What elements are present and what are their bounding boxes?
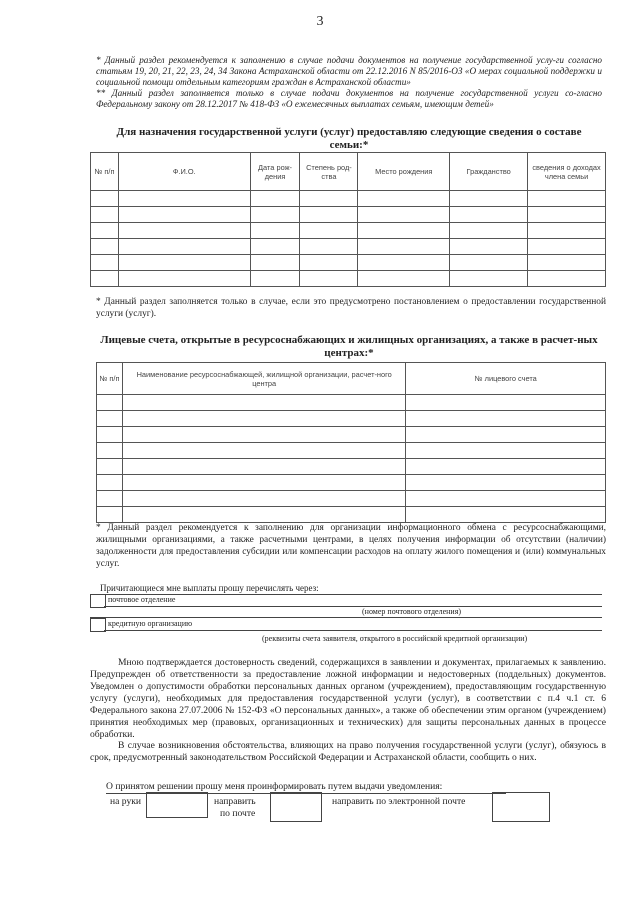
table-row <box>97 411 606 427</box>
table-row <box>91 191 606 207</box>
option-bank: кредитную организацию <box>108 619 193 628</box>
accounts-heading: Лицевые счета, открытые в ресурсоснабжающих и жилищных организациях, а также в расчет-ных центрах:* <box>100 334 598 359</box>
by-hand-box[interactable] <box>146 792 208 818</box>
table-row <box>91 271 606 287</box>
payment-intro: Причитающиеся мне выплаты прошу перечислять через: <box>100 583 319 593</box>
option-post-office: почтовое отделение <box>108 595 176 604</box>
top-note-2: ** Данный раздел заполняется только в случае подачи документов на получение государственной услуги со-гласно Федеральному закону от 28.12.2017 № 418-ФЗ «О ежемесячных выплатах семьям, имеющим детей» <box>96 88 602 109</box>
col-birthplace: Место рождения <box>358 153 450 191</box>
col-organization: Наименование ресурсоснабжающей, жилищной организации, расчет-ного центра <box>122 363 405 395</box>
page-number: 3 <box>316 14 324 29</box>
obligation-text: В случае возникновения обстоятельства, влияющих на право получения государственной услуги (услуг), обязуюсь в срок, предусмотренный законодательством Российской Федерации и Астраханской области, сообщить о них. <box>90 740 606 763</box>
accounts-table <box>96 362 606 523</box>
table-row <box>97 491 606 507</box>
table-row <box>97 427 606 443</box>
col-number: № п/п <box>97 363 123 395</box>
col-birthdate: Дата рож-дения <box>250 153 300 191</box>
post-office-caption: (номер почтового отделения) <box>362 607 462 616</box>
by-post-label-2: по почте <box>220 808 256 819</box>
table-row <box>97 507 606 523</box>
family-heading: Для назначения государственной услуги (услуг) предоставляю следующие сведения о составе семьи:* <box>116 126 582 151</box>
accounts-footnote: * Данный раздел рекомендуется к заполнению для организации информационного обмена с ресурсоснабжающими, жилищными организациями, а также расчетными центрами, в целях получения информации об отсутствии (наличии) задолженности для предоставления субсидии или компенсации расходов на оплату жилого помещения и (или) коммунальных услуг. <box>96 523 606 569</box>
family-footnote: * Данный раздел заполняется только в случае, если это предусмотрено постановлением о предоставлении государственной услуги (услуг). <box>96 297 606 319</box>
family-table <box>90 152 606 287</box>
accounts-table-header <box>97 363 606 395</box>
by-post-label-1: направить <box>214 796 256 807</box>
col-fio: Ф.И.О. <box>118 153 250 191</box>
by-hand-label: на руки <box>110 796 142 807</box>
col-citizenship: Гражданство <box>450 153 528 191</box>
table-row <box>97 443 606 459</box>
table-row <box>91 223 606 239</box>
by-email-label: направить по электронной почте <box>332 796 466 807</box>
notification-intro: О принятом решении прошу меня проинформировать путем выдачи уведомления: <box>106 781 443 792</box>
table-row <box>91 207 606 223</box>
declaration-text: Мною подтверждается достоверность сведений, содержащихся в заявлении и документах, прилагаемых к заявлению. Предупрежден об ответственности за предоставление ложной информации и недостоверных (поддельных) документов. Уведомлен о допустимости обработки персональных данных органом (учреждением), предоставляющим государственную услугу (услуги), необходимых для предоставления государственной услуги (услуг), в соответствии с п.4 ч.1 ст. 6 Федерального закона 27.07.2006 № 152-ФЗ «О персональных данных», а также об обеспечении этим органом (учреждением) принятия необходимых мер (правовых, организационных и технических) для защиты персональных данных в процессе обработки. <box>90 657 606 740</box>
table-row <box>91 239 606 255</box>
col-number: № п/п <box>91 153 119 191</box>
family-table-header <box>91 153 606 191</box>
col-relation: Степень род-ства <box>300 153 358 191</box>
top-note-1: * Данный раздел рекомендуется к заполнению в случае подачи документов на получение государственной услу-ги согласно статьям 19, 20, 21, 22, 23, 24, 34 Закона Астраханской области от 22.12.2016 N 85/2016-ОЗ «О мерах социальной поддержки и социальной помощи отдельным категориям граждан в Астраханской области» <box>96 55 602 87</box>
col-account: № лицевого счета <box>406 363 606 395</box>
bank-caption: (реквизиты счета заявителя, открытого в российской кредитной организации) <box>262 634 528 643</box>
table-row <box>97 395 606 411</box>
by-email-box[interactable] <box>492 792 550 822</box>
table-row <box>97 475 606 491</box>
by-post-box[interactable] <box>270 792 322 822</box>
col-income: сведения о доходах члена семьи <box>528 153 606 191</box>
table-row <box>97 459 606 475</box>
table-row <box>91 255 606 271</box>
